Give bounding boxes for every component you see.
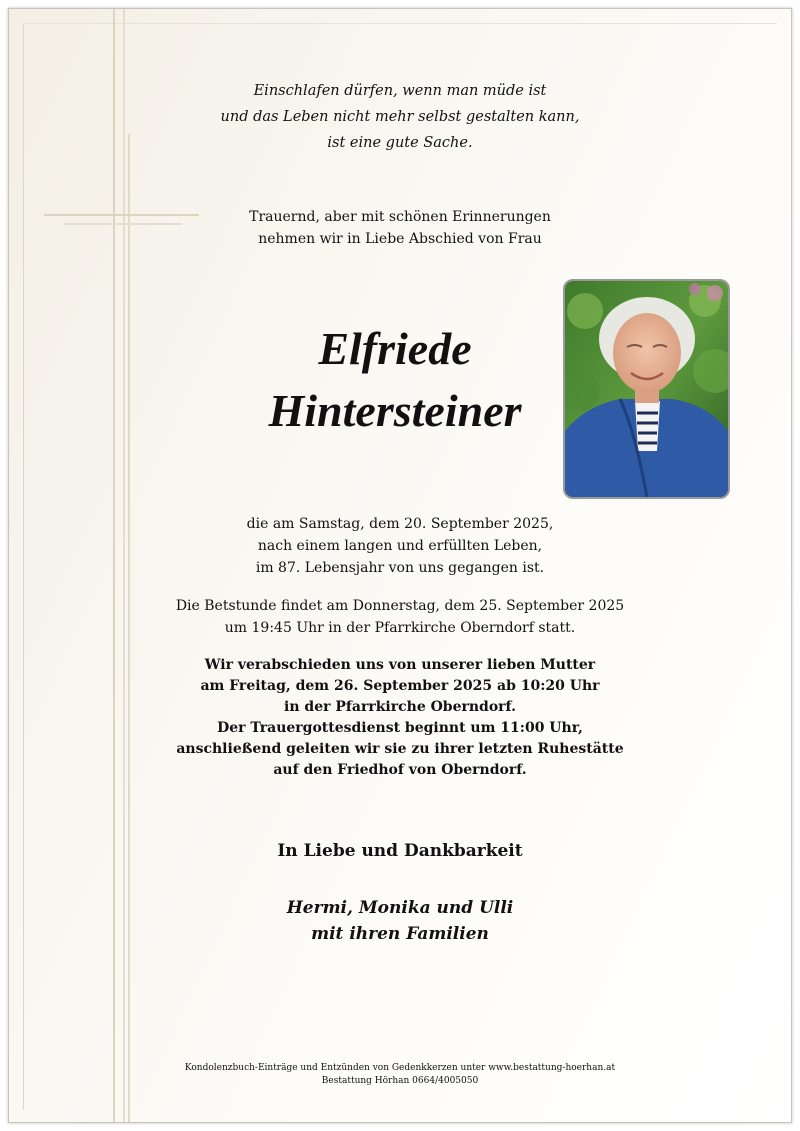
deceased-name (160, 318, 630, 442)
funeral-info (0, 655, 800, 781)
closing-phrase: In Liebe und Dankbarkeit (277, 841, 523, 861)
funeral-line: am Freitag, dem 26. September 2025 ab 10:20 Uhr (200, 678, 600, 694)
prayer-hour-line: Die Betstunde findet am Donnerstag, dem 25. September 2025 (175, 598, 625, 614)
signer-line: mit ihren Familien (311, 924, 489, 944)
funeral-line: Wir verabschieden uns von unserer lieben Mutter (204, 657, 596, 673)
quote-line: ist eine gute Sache. (327, 135, 473, 151)
deceased-last-name: Hintersteiner (268, 385, 522, 436)
deceased-first-name: Elfriede (318, 323, 472, 374)
quote-line: und das Leben nicht mehr selbst gestalten kann, (220, 109, 580, 125)
intro-block (0, 206, 800, 250)
intro-line: Trauernd, aber mit schönen Erinnerungen (249, 209, 551, 225)
death-notice (0, 513, 800, 579)
signer-line: Hermi, Monika und Ulli (286, 898, 514, 918)
funeral-line: in der Pfarrkirche Oberndorf. (284, 699, 516, 715)
prayer-hour (0, 595, 800, 639)
funeral-line: anschließend geleiten wir sie zu ihrer letzten Ruhestätte (176, 741, 624, 757)
footer (0, 1062, 800, 1088)
death-notice-line: nach einem langen und erfüllten Leben, (257, 538, 543, 554)
prayer-hour-line: um 19:45 Uhr in der Pfarrkirche Oberndorf statt. (224, 620, 576, 636)
quote-line: Einschlafen dürfen, wenn man müde ist (253, 83, 547, 99)
death-notice-line: die am Samstag, dem 20. September 2025, (246, 516, 554, 532)
quote-block (0, 78, 800, 156)
death-notice-line: im 87. Lebensjahr von uns gegangen ist. (255, 560, 545, 576)
signers (0, 895, 800, 947)
footer-condolence: Kondolenzbuch-Einträge und Entzünden von Gedenkkerzen unter www.bestattung-hoerhan.at (184, 1063, 616, 1073)
funeral-line: auf den Friedhof von Oberndorf. (273, 762, 527, 778)
funeral-line: Der Trauergottesdienst beginnt um 11:00 Uhr, (217, 720, 583, 736)
intro-line: nehmen wir in Liebe Abschied von Frau (258, 231, 542, 247)
footer-contact: Bestattung Hörhan 0664/4005050 (321, 1076, 479, 1086)
